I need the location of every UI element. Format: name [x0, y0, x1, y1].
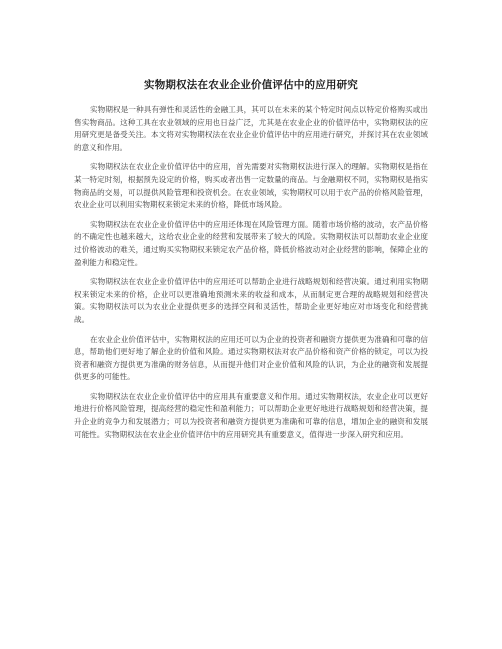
paragraph-2: 实物期权法在农业企业价值评估中的应用，首先需要对实物期权法进行深入的理解。实物期权是指在某一特定时刻，根据预先设定的价格，购买或者出售一定数量的商品。与金融期权不同，实物期权是指实物商品的交易，可以提供风险管理和投资机会。在农业领域，实物期权可以用于农产品的价格风险管理，农业企业可以利用实物期权来锁定未来的价格，降低市场风险。	[74, 162, 428, 210]
paragraph-1: 实物期权是一种具有弹性和灵活性的金融工具，其可以在未来的某个特定时间点以特定价格购买或出售实物商品。这种工具在农业领域的应用也日益广泛，尤其是在农业企业的价值评估中，实物期权法的应用研究更是备受关注。本文将对实物期权法在农业企业价值评估中的应用进行研究，并探讨其在农业领域的意义和作用。	[74, 105, 428, 152]
paragraph-3: 实物期权法在农业企业价值评估中的应用还体现在风险管理方面。随着市场价格的波动，农产品价格的不确定性也越来越大，这给农业企业的经营和发展带来了较大的风险。实物期权法可以帮助农业企业度过价格波动的难关，通过购买实物期权来锁定农产品价格，降低价格波动对企业经营的影响，保障企业的盈利能力和稳定性。	[74, 219, 428, 267]
paragraph-6: 实物期权法在农业企业价值评估中的应用具有重要意义和作用。通过实物期权法，农业企业可以更好地进行价格风险管理，提高经营的稳定性和盈利能力；可以帮助企业更好地进行战略规划和经营决策，提升企业的竞争力和发展潜力；可以为投资者和融资方提供更为准确和可靠的信息，增加企业的融资和发展可能性。实物期权法在农业企业价值评估中的应用研究具有重要意义，值得进一步深入研究和应用。	[74, 391, 428, 439]
paragraph-5: 在农业企业价值评估中，实物期权法的应用还可以为企业的投资者和融资方提供更为准确和可靠的信息，帮助他们更好地了解企业的价值和风险。通过实物期权法对农产品价格和资产价格的锁定，可以为投资者和融资方提供更为准确的财务信息，从而提升他们对企业价值和风险的认识，为企业的融资和发展提供更多的可能性。	[74, 334, 428, 382]
paragraph-4: 实物期权法在农业企业价值评估中的应用还可以帮助企业进行战略规划和经营决策。通过利用实物期权来锁定未来的价格，企业可以更准确地预测未来的收益和成本，从而制定更合理的战略规划和经营决策。实物期权法可以为农业企业提供更多的选择空间和灵活性，帮助企业更好地应对市场变化和经营挑战。	[74, 277, 428, 324]
document-title: 实物期权法在农业企业价值评估中的应用研究	[144, 79, 358, 91]
